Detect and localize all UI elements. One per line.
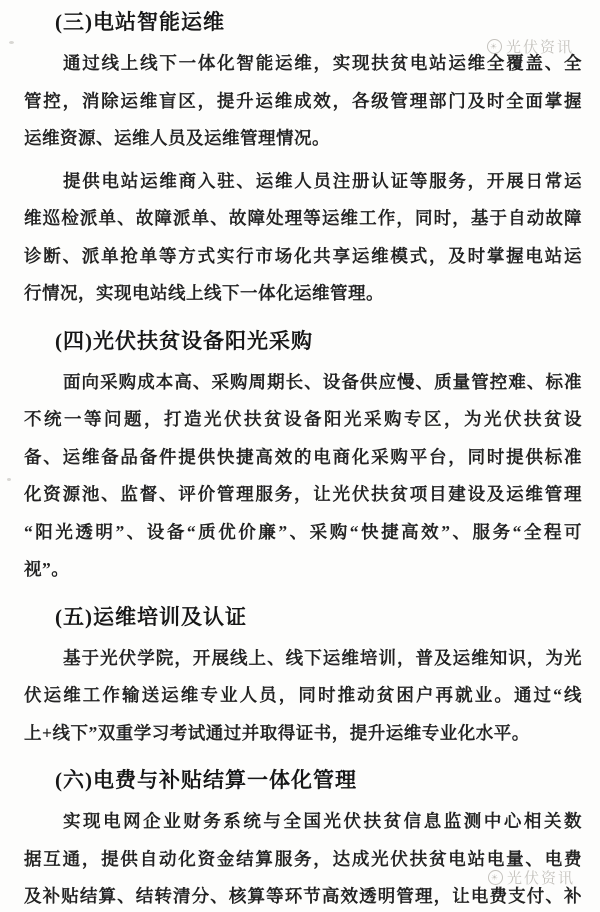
paragraph xyxy=(24,640,582,753)
text-line: 面向采购成本高、采购周期长、设备供应慢、质量管控难、标准 xyxy=(63,371,582,392)
text-line: 备、运维备品备件提供快捷高效的电商化采购平台，同时提供标准 xyxy=(24,446,582,467)
document-content xyxy=(24,4,582,912)
text-line: 提供电站运维商入驻、运维人员注册认证等服务，开展日常运 xyxy=(63,170,582,191)
paragraph xyxy=(24,45,582,158)
text-line: 上+线下”双重学习考试通过并取得证书，提升运维专业化水平。 xyxy=(24,722,530,743)
watermark-bottom xyxy=(488,867,575,888)
text-line: 运维资源、运维人员及运维管理情况。 xyxy=(24,128,330,148)
text-line: “阳光透明”、设备“质优价廉”、采购“快捷高效”、服务“全程可 xyxy=(24,521,582,542)
text-line: 据互通，提供自动化资金结算服务，达成光伏扶贫电站电量、电费 xyxy=(24,848,582,869)
watermark-text: 光伏资讯 xyxy=(506,40,575,56)
text-line: 视”。 xyxy=(24,559,70,579)
text-line: 不统一等问题，打造光伏扶贫设备阳光采购专区，为光伏扶贫设 xyxy=(24,409,582,429)
scan-speckle xyxy=(9,41,14,44)
section-heading: (三)电站智能运维 xyxy=(55,10,225,34)
paragraph xyxy=(24,364,582,589)
section-heading: (四)光伏扶贫设备阳光采购 xyxy=(55,328,313,353)
paragraph xyxy=(24,163,582,313)
text-line: 维巡检派单、故障派单、故障处理等运维工作，同时，基于自动故障 xyxy=(24,208,582,228)
scan-speckle xyxy=(7,478,11,481)
text-line: 通过线上线下一体化智能运维，实现扶贫电站运维全覆盖、全 xyxy=(63,53,582,73)
watermark-sun-logo-icon: ☀ xyxy=(488,870,503,885)
watermark-top xyxy=(487,36,574,57)
text-line: 实现电网企业财务系统与全国光伏扶贫信息监测中心相关数 xyxy=(63,811,582,831)
text-line: 行情况，实现电站线上线下一体化运维管理。 xyxy=(24,283,384,303)
text-line: 及补贴结算、结转清分、核算等环节高效透明管理，让电费支付、补 xyxy=(24,886,582,906)
text-line: 管控，消除运维盲区，提升运维成效，各级管理部门及时全面掌握 xyxy=(24,90,582,111)
watermark-text: 光伏资讯 xyxy=(507,871,576,887)
section-heading: (六)电费与补贴结算一体化管理 xyxy=(55,768,357,792)
section-heading: (五)运维培训及认证 xyxy=(55,604,247,629)
text-line: 基于光伏学院，开展线上、线下运维培训，普及运维知识，为光 xyxy=(63,647,582,668)
text-line: 伏运维工作输送运维专业人员，同时推动贫困户再就业。通过“线 xyxy=(24,685,582,705)
text-line: 化资源池、监督、评价管理服务，让光伏扶贫项目建设及运维管理 xyxy=(24,484,582,504)
text-line: 诊断、派单抢单等方式实行市场化共享运维模式，及时掌握电站运 xyxy=(24,245,582,266)
watermark-sun-logo-icon: ☀ xyxy=(487,39,502,54)
paragraph xyxy=(24,803,582,912)
